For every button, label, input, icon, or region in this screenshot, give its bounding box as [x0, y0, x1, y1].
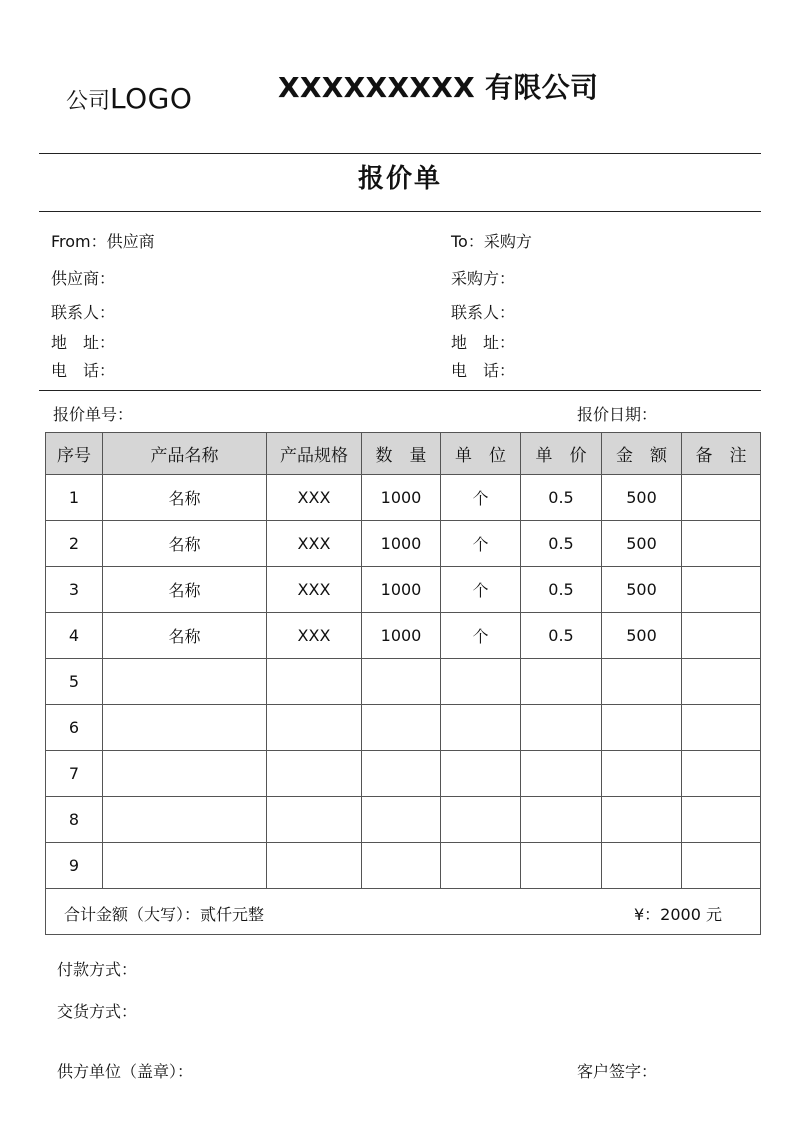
cell-unit — [441, 751, 521, 797]
cell-spec — [267, 797, 362, 843]
table-row — [46, 843, 761, 889]
cell-product-name — [103, 843, 267, 889]
cell-unit-price: 0.5 — [521, 521, 602, 567]
quote-date-label: 报价日期： — [577, 405, 658, 424]
logo-word: LOGO — [110, 82, 193, 115]
company-name: XXXXXXXXX 有限公司 — [278, 71, 599, 104]
table-row — [46, 659, 761, 705]
cell-amount: 500 — [602, 521, 682, 567]
cell-quantity — [362, 705, 441, 751]
divider-top — [39, 153, 761, 154]
header-spec: 产品规格 — [267, 433, 362, 475]
cell-index: 9 — [46, 843, 103, 889]
cell-quantity: 1000 — [362, 475, 441, 521]
quote-number-label: 报价单号： — [53, 405, 134, 424]
cell-unit — [441, 705, 521, 751]
supplier-field-label: 供应商： — [51, 269, 116, 288]
cell-amount — [602, 751, 682, 797]
cell-product-name — [103, 797, 267, 843]
table-row — [46, 521, 761, 567]
header-index: 序号 — [46, 433, 103, 475]
cell-unit-price: 0.5 — [521, 613, 602, 659]
supplier-contact-label: 联系人： — [51, 303, 116, 322]
cell-index: 3 — [46, 567, 103, 613]
logo-prefix: 公司 — [66, 89, 111, 114]
to-label: To：采购方 — [451, 232, 532, 251]
cell-spec — [267, 659, 362, 705]
cell-product-name: 名称 — [103, 567, 267, 613]
header-amount: 金 额 — [602, 433, 682, 475]
cell-spec — [267, 843, 362, 889]
table-row — [46, 797, 761, 843]
cell-quantity — [362, 751, 441, 797]
cell-spec: XXX — [267, 567, 362, 613]
payment-method-label: 付款方式： — [57, 960, 138, 979]
header-product-name: 产品名称 — [103, 433, 267, 475]
cell-index: 2 — [46, 521, 103, 567]
cell-unit — [441, 659, 521, 705]
total-amount: ¥：2000 元 — [634, 905, 722, 924]
table-row — [46, 567, 761, 613]
table-row — [46, 751, 761, 797]
cell-remark — [682, 475, 761, 521]
cell-quantity — [362, 843, 441, 889]
cell-unit — [441, 797, 521, 843]
cell-index: 6 — [46, 705, 103, 751]
cell-product-name — [103, 659, 267, 705]
cell-amount — [602, 705, 682, 751]
document-title: 报价单 — [357, 164, 442, 194]
supplier-seal-label: 供方单位（盖章）： — [57, 1062, 194, 1081]
cell-amount: 500 — [602, 613, 682, 659]
total-cell — [46, 889, 761, 935]
cell-remark — [682, 567, 761, 613]
cell-unit-price — [521, 659, 602, 705]
buyer-field-label: 采购方： — [451, 269, 516, 288]
divider-title — [39, 211, 761, 212]
cell-remark — [682, 797, 761, 843]
cell-amount — [602, 659, 682, 705]
cell-unit-price — [521, 705, 602, 751]
company-logo — [66, 82, 192, 115]
quote-items-table — [45, 432, 761, 935]
header-unit: 单 位 — [441, 433, 521, 475]
cell-remark — [682, 843, 761, 889]
cell-index: 7 — [46, 751, 103, 797]
from-label: From：供应商 — [51, 232, 155, 251]
cell-amount: 500 — [602, 567, 682, 613]
total-in-words: 合计金额（大写）：贰仟元整 — [64, 905, 265, 924]
supplier-address-label: 地 址： — [51, 333, 116, 352]
cell-unit-price — [521, 751, 602, 797]
cell-spec: XXX — [267, 521, 362, 567]
cell-quantity: 1000 — [362, 613, 441, 659]
cell-spec — [267, 705, 362, 751]
delivery-method-label: 交货方式： — [57, 1002, 138, 1021]
cell-quantity: 1000 — [362, 567, 441, 613]
cell-amount — [602, 843, 682, 889]
cell-amount: 500 — [602, 475, 682, 521]
buyer-phone-label: 电 话： — [451, 361, 516, 380]
buyer-contact-label: 联系人： — [451, 303, 516, 322]
cell-product-name: 名称 — [103, 521, 267, 567]
cell-product-name — [103, 751, 267, 797]
header-remark: 备 注 — [682, 433, 761, 475]
header-unit-price: 单 价 — [521, 433, 602, 475]
cell-product-name: 名称 — [103, 613, 267, 659]
cell-quantity: 1000 — [362, 521, 441, 567]
customer-signature-label: 客户签字： — [577, 1062, 658, 1081]
cell-spec: XXX — [267, 613, 362, 659]
cell-unit-price: 0.5 — [521, 567, 602, 613]
cell-unit — [441, 843, 521, 889]
cell-quantity — [362, 797, 441, 843]
total-row — [46, 889, 761, 935]
table-row — [46, 475, 761, 521]
cell-unit: 个 — [441, 475, 521, 521]
buyer-address-label: 地 址： — [451, 333, 516, 352]
cell-index: 8 — [46, 797, 103, 843]
cell-unit: 个 — [441, 521, 521, 567]
divider-info — [39, 390, 761, 391]
cell-remark — [682, 751, 761, 797]
cell-spec — [267, 751, 362, 797]
table-header-row — [46, 433, 761, 475]
supplier-phone-label: 电 话： — [51, 361, 116, 380]
cell-index: 1 — [46, 475, 103, 521]
cell-unit: 个 — [441, 567, 521, 613]
cell-index: 5 — [46, 659, 103, 705]
cell-quantity — [362, 659, 441, 705]
cell-unit: 个 — [441, 613, 521, 659]
cell-spec: XXX — [267, 475, 362, 521]
cell-remark — [682, 659, 761, 705]
cell-remark — [682, 705, 761, 751]
table-row — [46, 613, 761, 659]
cell-amount — [602, 797, 682, 843]
cell-product-name: 名称 — [103, 475, 267, 521]
cell-product-name — [103, 705, 267, 751]
cell-remark — [682, 521, 761, 567]
table-row — [46, 705, 761, 751]
cell-unit-price: 0.5 — [521, 475, 602, 521]
cell-index: 4 — [46, 613, 103, 659]
header-quantity: 数 量 — [362, 433, 441, 475]
cell-unit-price — [521, 797, 602, 843]
cell-unit-price — [521, 843, 602, 889]
cell-remark — [682, 613, 761, 659]
